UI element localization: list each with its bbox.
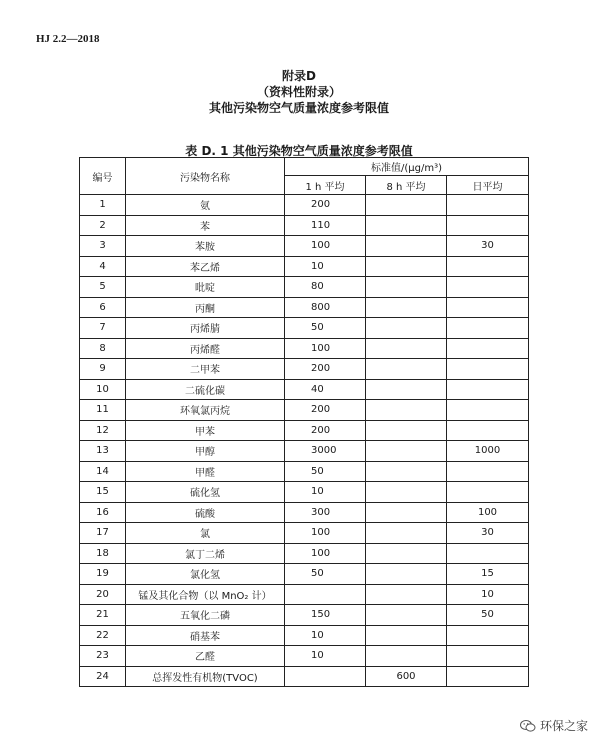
cell-day — [447, 646, 529, 667]
cell-no: 13 — [80, 441, 126, 462]
appendix-heading — [0, 68, 598, 116]
table-row — [80, 441, 529, 462]
table-row — [80, 625, 529, 646]
cell-name: 丙烯腈 — [126, 318, 285, 339]
cell-8h — [366, 236, 447, 257]
cell-name: 苯胺 — [126, 236, 285, 257]
cell-no: 8 — [80, 338, 126, 359]
cell-8h — [366, 523, 447, 544]
cell-8h — [366, 646, 447, 667]
cell-1h: 200 — [285, 420, 366, 441]
cell-day: 1000 — [447, 441, 529, 462]
cell-day: 15 — [447, 564, 529, 585]
cell-no: 5 — [80, 277, 126, 298]
cell-name: 甲醛 — [126, 461, 285, 482]
appendix-title: 附录D — [282, 69, 316, 83]
table-row — [80, 605, 529, 626]
cell-1h: 80 — [285, 277, 366, 298]
cell-no: 19 — [80, 564, 126, 585]
cell-day — [447, 420, 529, 441]
cell-no: 20 — [80, 584, 126, 605]
cell-1h: 100 — [285, 523, 366, 544]
cell-8h — [366, 277, 447, 298]
watermark-text: 环保之家 — [540, 719, 589, 733]
cell-day — [447, 215, 529, 236]
cell-no: 10 — [80, 379, 126, 400]
cell-day — [447, 625, 529, 646]
cell-name: 甲醇 — [126, 441, 285, 462]
cell-8h — [366, 297, 447, 318]
cell-8h — [366, 359, 447, 380]
watermark — [520, 717, 588, 734]
cell-name: 二甲苯 — [126, 359, 285, 380]
cell-8h — [366, 625, 447, 646]
cell-no: 17 — [80, 523, 126, 544]
cell-name: 氯 — [126, 523, 285, 544]
cell-no: 15 — [80, 482, 126, 503]
cell-name: 硫化氢 — [126, 482, 285, 503]
table-row — [80, 646, 529, 667]
table-row — [80, 277, 529, 298]
table-row — [80, 256, 529, 277]
cell-1h: 100 — [285, 543, 366, 564]
table-row — [80, 297, 529, 318]
cell-name: 环氧氯丙烷 — [126, 400, 285, 421]
table-row — [80, 420, 529, 441]
cell-1h — [285, 584, 366, 605]
cell-no: 4 — [80, 256, 126, 277]
table-row — [80, 543, 529, 564]
table-row — [80, 461, 529, 482]
col-header-1h: 1 h 平均 — [285, 176, 366, 195]
cell-8h — [366, 482, 447, 503]
cell-day — [447, 359, 529, 380]
cell-day — [447, 379, 529, 400]
cell-name: 丙酮 — [126, 297, 285, 318]
col-header-no: 编号 — [80, 158, 126, 195]
cell-1h: 100 — [285, 338, 366, 359]
table-row — [80, 502, 529, 523]
cell-day — [447, 543, 529, 564]
table-row — [80, 666, 529, 687]
cell-1h: 50 — [285, 564, 366, 585]
limits-table — [79, 157, 529, 687]
cell-no: 14 — [80, 461, 126, 482]
cell-day — [447, 318, 529, 339]
cell-name: 氨 — [126, 195, 285, 216]
cell-8h — [366, 215, 447, 236]
cell-8h — [366, 584, 447, 605]
col-header-8h: 8 h 平均 — [366, 176, 447, 195]
cell-1h: 40 — [285, 379, 366, 400]
cell-1h: 50 — [285, 461, 366, 482]
cell-no: 16 — [80, 502, 126, 523]
table-row — [80, 236, 529, 257]
cell-1h: 200 — [285, 400, 366, 421]
cell-8h — [366, 195, 447, 216]
table-row — [80, 359, 529, 380]
cell-name: 氯丁二烯 — [126, 543, 285, 564]
cell-1h: 110 — [285, 215, 366, 236]
cell-name: 丙烯醛 — [126, 338, 285, 359]
cell-no: 23 — [80, 646, 126, 667]
cell-8h: 600 — [366, 666, 447, 687]
cell-day — [447, 400, 529, 421]
table-row — [80, 215, 529, 236]
col-header-name: 污染物名称 — [126, 158, 285, 195]
cell-8h — [366, 502, 447, 523]
cell-name: 吡啶 — [126, 277, 285, 298]
cell-day: 10 — [447, 584, 529, 605]
cell-day: 30 — [447, 523, 529, 544]
cell-8h — [366, 461, 447, 482]
cell-no: 1 — [80, 195, 126, 216]
table-row — [80, 195, 529, 216]
cell-name: 苯 — [126, 215, 285, 236]
cell-day — [447, 256, 529, 277]
cell-8h — [366, 400, 447, 421]
table-row — [80, 523, 529, 544]
table-row — [80, 564, 529, 585]
cell-day — [447, 338, 529, 359]
appendix-type: （资料性附录） — [256, 85, 341, 99]
cell-8h — [366, 256, 447, 277]
cell-name: 氯化氢 — [126, 564, 285, 585]
cell-day — [447, 195, 529, 216]
col-header-day: 日平均 — [447, 176, 529, 195]
cell-1h: 10 — [285, 625, 366, 646]
cell-no: 7 — [80, 318, 126, 339]
cell-day — [447, 666, 529, 687]
cell-1h: 10 — [285, 646, 366, 667]
cell-day: 30 — [447, 236, 529, 257]
cell-no: 12 — [80, 420, 126, 441]
cell-1h: 3000 — [285, 441, 366, 462]
cell-name: 锰及其化合物（以 MnO₂ 计） — [126, 584, 285, 605]
cell-day: 100 — [447, 502, 529, 523]
cell-8h — [366, 564, 447, 585]
cell-no: 2 — [80, 215, 126, 236]
cell-name: 甲苯 — [126, 420, 285, 441]
cell-1h: 150 — [285, 605, 366, 626]
cell-no: 22 — [80, 625, 126, 646]
table-row — [80, 338, 529, 359]
col-header-standard: 标准值/(μg/m³) — [285, 158, 529, 176]
table-row — [80, 400, 529, 421]
cell-no: 9 — [80, 359, 126, 380]
table-row — [80, 379, 529, 400]
cell-1h: 100 — [285, 236, 366, 257]
cell-no: 6 — [80, 297, 126, 318]
cell-no: 24 — [80, 666, 126, 687]
cell-1h: 10 — [285, 256, 366, 277]
cell-day — [447, 297, 529, 318]
table-title: 表 D. 1 其他污染物空气质量浓度参考限值 — [185, 144, 413, 158]
cell-1h: 200 — [285, 359, 366, 380]
cell-name: 苯乙烯 — [126, 256, 285, 277]
cell-1h — [285, 666, 366, 687]
cell-name: 五氧化二磷 — [126, 605, 285, 626]
cell-1h: 50 — [285, 318, 366, 339]
cell-8h — [366, 379, 447, 400]
cell-1h: 200 — [285, 195, 366, 216]
table-row — [80, 482, 529, 503]
cell-8h — [366, 605, 447, 626]
cell-1h: 300 — [285, 502, 366, 523]
cell-name: 总挥发性有机物(TVOC) — [126, 666, 285, 687]
cell-no: 18 — [80, 543, 126, 564]
cell-8h — [366, 420, 447, 441]
cell-name: 硫酸 — [126, 502, 285, 523]
cell-name: 乙醛 — [126, 646, 285, 667]
cell-name: 二硫化碳 — [126, 379, 285, 400]
standard-code: HJ 2.2—2018 — [36, 33, 100, 45]
cell-8h — [366, 441, 447, 462]
cell-no: 21 — [80, 605, 126, 626]
cell-no: 3 — [80, 236, 126, 257]
cell-1h: 800 — [285, 297, 366, 318]
cell-day — [447, 277, 529, 298]
cell-day — [447, 461, 529, 482]
cell-8h — [366, 543, 447, 564]
cell-no: 11 — [80, 400, 126, 421]
cell-8h — [366, 338, 447, 359]
cell-1h: 10 — [285, 482, 366, 503]
cell-day: 50 — [447, 605, 529, 626]
wechat-icon — [520, 719, 536, 733]
table-row — [80, 318, 529, 339]
cell-day — [447, 482, 529, 503]
appendix-subject: 其他污染物空气质量浓度参考限值 — [208, 101, 389, 115]
cell-8h — [366, 318, 447, 339]
table-row — [80, 584, 529, 605]
cell-name: 硝基苯 — [126, 625, 285, 646]
